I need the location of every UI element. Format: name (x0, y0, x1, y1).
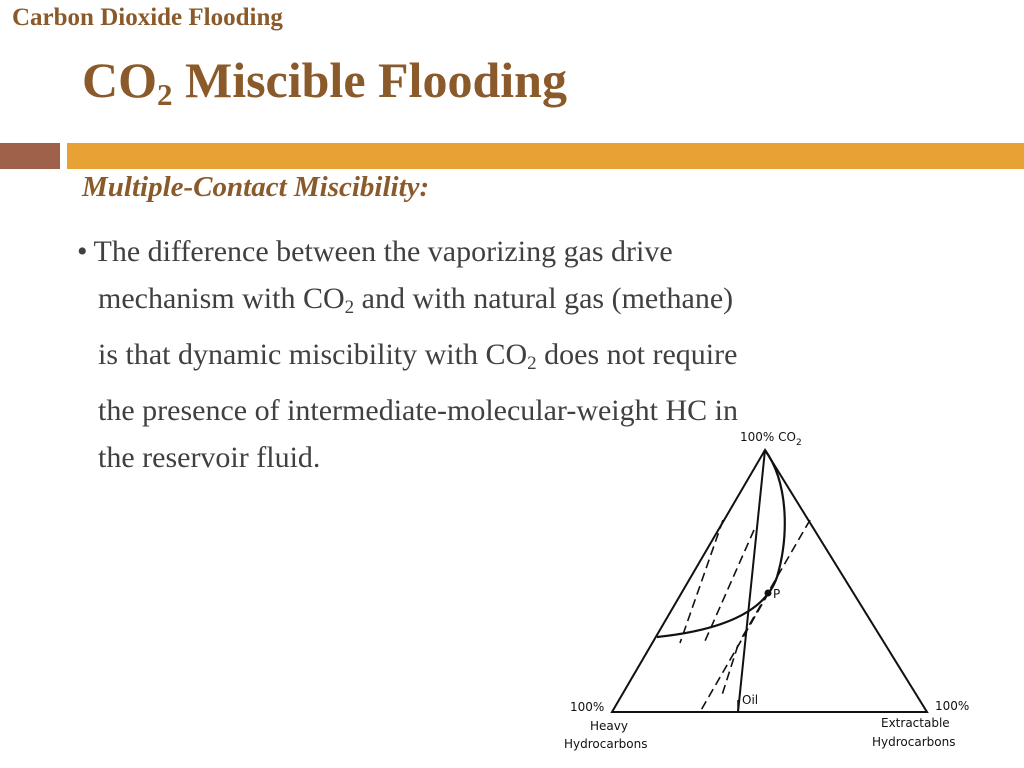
bullet-line-2-a: mechanism with CO (98, 282, 345, 315)
title-rest: Miscible Flooding (172, 52, 567, 108)
plait-point-marker (765, 590, 772, 597)
heavy-hc-percent: 100% (570, 700, 605, 714)
bullet-line-3-b: does not require (536, 338, 738, 371)
extractable-hc-percent: 100% (935, 699, 970, 713)
bullet-line-1 (77, 228, 967, 275)
bullet-line-2-b: and with natural gas (methane) (354, 282, 734, 315)
oil-label: Oil (742, 693, 759, 707)
accent-bar-left (0, 143, 60, 169)
bullet-line-3 (77, 331, 967, 387)
bullet-line-4: the presence of intermediate-molecular-weight HC in (98, 394, 738, 427)
title-main: CO (82, 52, 157, 108)
accent-bar-right (67, 143, 1024, 169)
subheading: Multiple-Contact Miscibility: (82, 171, 430, 203)
apex-label: 100% $CO_2$ (740, 430, 802, 448)
bullet-line-1-text: The difference between the vaporizing gas drive (93, 235, 673, 268)
bullet-marker: • (77, 235, 88, 268)
heavy-hc-label-2: Hydrocarbons (564, 737, 648, 751)
extractable-hc-label-1: Extractable (881, 716, 950, 730)
bullet-line-3-sub: 2 (527, 353, 537, 374)
heavy-hc-label-1: Heavy (590, 719, 628, 733)
plait-point-label: P (773, 587, 781, 601)
title-subscript: 2 (157, 77, 173, 112)
extractable-hc-label-2: Hydrocarbons (872, 735, 956, 749)
slide-title (82, 50, 567, 113)
section-kicker: Carbon Dioxide Flooding (12, 4, 283, 31)
ternary-triangle (612, 450, 927, 712)
bullet-line-5: the reservoir fluid. (98, 441, 321, 474)
phase-envelope-curve (657, 450, 785, 637)
ternary-diagram (540, 415, 1024, 768)
bullet-line-2 (77, 275, 967, 331)
bullet-line-2-sub: 2 (344, 297, 355, 318)
bullet-line-3-a: is that dynamic miscibility with CO (98, 338, 528, 371)
